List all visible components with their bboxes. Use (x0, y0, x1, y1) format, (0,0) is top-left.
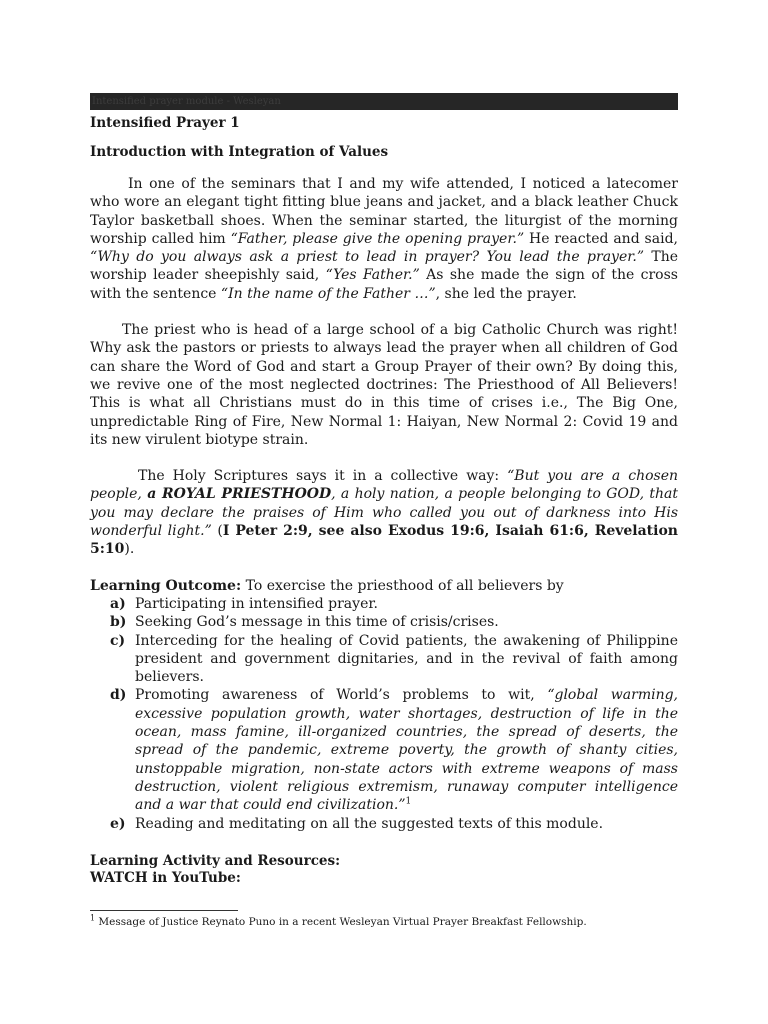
list-marker: e) (110, 815, 126, 832)
learning-outcome-label: Learning Outcome: (90, 577, 242, 594)
p1-text-3: The worship leader sheepishly said, (90, 249, 679, 284)
p1-text-4: As she made the sign of the cross with the sentence (90, 267, 678, 302)
outcome-text: Reading and meditating on all the suggested texts of this module. (135, 815, 604, 832)
list-marker: b) (110, 614, 127, 631)
outcome-text: Participating in intensified prayer. (135, 595, 378, 612)
footnote-divider (90, 910, 238, 911)
activity-heading: Learning Activity and Resources: (90, 852, 341, 869)
p3-quote-2: , a holy nation, a people belonging to GOD, that you may declare the praises of Him who called you out of darkness into His wonderful light.” (90, 486, 678, 540)
section-subtitle: Introduction with Integration of Values (90, 144, 389, 160)
learning-activity (90, 853, 678, 887)
outcome-item-a (90, 595, 678, 613)
footnote-reference[interactable]: 1 (405, 796, 412, 807)
list-marker: a) (110, 595, 126, 612)
paragraph-priesthood: The priest who is head of a large school of a big Catholic Church was right! Why ask the pastors or priests to always lead the prayer when all children of God can share the Word of God and start a Group Prayer of their own? By doing this, we revive one of the most neglected doctrines: The Priesthood of All Believers! This is what all Christians must do in this time of crises i.e., The Big One, unpredictable Ring of Fire, New Normal 1: Haiyan, New Normal 2: Covid 19 and its new virulent biotype strain. (90, 322, 678, 448)
p1-quote-4: “In the name of the Father …” (220, 285, 436, 302)
p3-text-3: ). (124, 541, 135, 558)
p3-bible-reference: I Peter 2:9, see also Exodus 19:6, Isaiah 61:6, Revelation 5:10 (90, 523, 678, 558)
p1-quote-1: “Father, please give the opening prayer.” (230, 230, 525, 247)
outcome-list (90, 595, 678, 833)
learning-outcome (90, 577, 678, 833)
p1-text-2: He reacted and said, (524, 230, 678, 247)
header-bar (90, 93, 678, 110)
footnote-text: Message of Justice Reynato Puno in a recent Wesleyan Virtual Prayer Breakfast Fellowship. (95, 916, 587, 928)
header-bar-text: Intensified prayer module - Wesleyan (92, 96, 281, 107)
outcome-item-b (90, 613, 678, 631)
p1-quote-3: “Yes Father.” (325, 267, 420, 284)
outcome-item-d (90, 686, 678, 814)
outcome-text: Promoting awareness of World’s problems to wit, (135, 687, 548, 704)
youtube-heading: WATCH in YouTube: (90, 869, 241, 886)
page-title: Intensified Prayer 1 (90, 115, 240, 131)
outcome-text: Seeking God’s message in this time of crisis/crises. (135, 614, 499, 631)
p1-text-5: , she led the prayer. (435, 285, 577, 302)
p3-royal-priesthood: a ROYAL PRIESTHOOD (147, 486, 332, 503)
outcome-item-e (90, 815, 678, 833)
list-marker: d) (110, 687, 127, 704)
paragraph-intro (90, 175, 678, 303)
outcome-text: Interceding for the healing of Covid patients, the awakening of Philippine president and government dignitaries, and in the revival of faith among believers. (135, 632, 678, 686)
document-page (90, 93, 678, 887)
p1-text-1: In one of the seminars that I and my wife attended, I noticed a latecomer who wore an elegant tight fitting blue jeans and jacket, and a black leather Chuck Taylor basketball shoes. When the seminar started, the liturgist of the morning worship called him (90, 176, 678, 247)
p3-text-1: The Holy Scriptures says it in a collective way: (138, 468, 508, 485)
p3-text-2: ( (211, 523, 223, 540)
learning-outcome-intro: To exercise the priesthood of all believers by (241, 577, 564, 594)
paragraph-scripture (90, 467, 678, 558)
footnote (90, 915, 690, 929)
p1-quote-2: “Why do you always ask a priest to lead in prayer? You lead the prayer.” (90, 249, 644, 266)
outcome-quote: “global warming, excessive population growth, water shortages, destruction of life in the ocean, mass famine, ill-organized countries, the spread of deserts, the spread of the pandemic, extreme poverty, the growth of shanty cities, unstoppable migration, non-state actors with extreme weapons of mass destruction, violent religious extremism, runaway computer intelligence and a war that could end civilization.” (135, 687, 678, 814)
p3-quote-1: “But you are a chosen people, (90, 468, 678, 503)
outcome-item-c (90, 632, 678, 687)
footnote-number: 1 (90, 913, 96, 923)
list-marker: c) (110, 632, 126, 649)
